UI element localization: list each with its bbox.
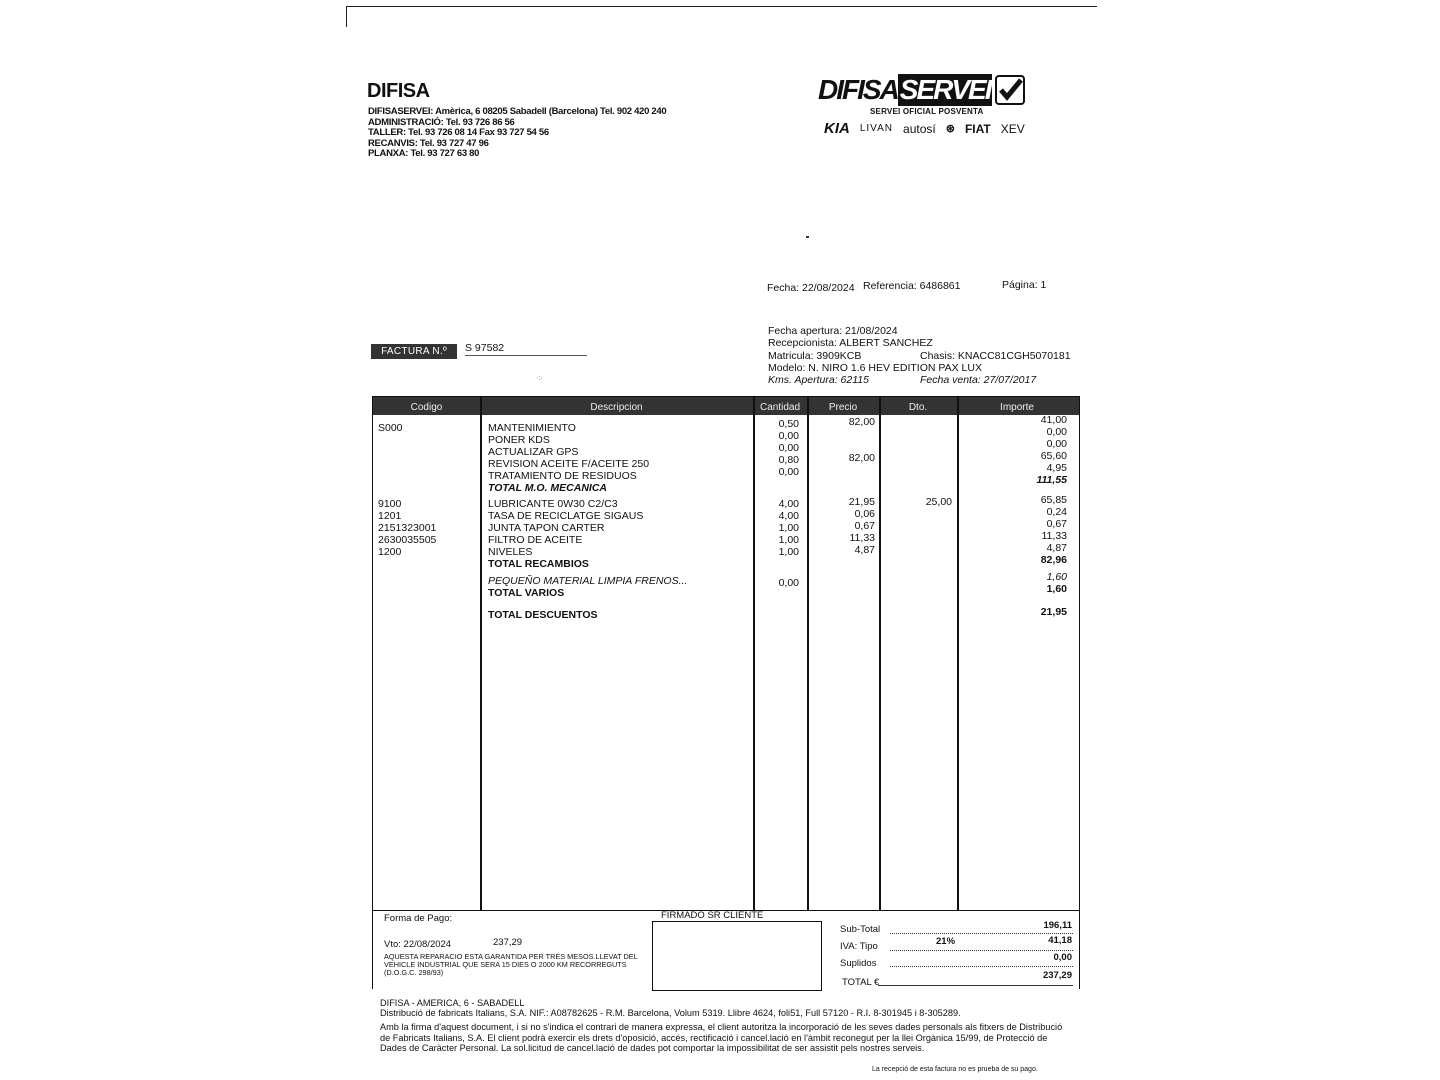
cell-price: 82,00: [848, 416, 875, 428]
cell-code: 2630035505: [378, 534, 437, 546]
firmado-label: FIRMADO SR CLIENTE: [661, 910, 764, 921]
cell-quantity: 1,00: [778, 522, 799, 534]
brand-kia: KIA: [824, 120, 850, 137]
cell-description: NIVELES: [488, 546, 533, 558]
address-line: DIFISASERVEI: Amèrica, 6 08205 Sabadell (Barcelona) Tel. 902 420 240: [368, 106, 667, 117]
cell-description: TOTAL DESCUENTOS: [488, 609, 598, 621]
legal-text: [380, 998, 1070, 1053]
iva-label: IVA: Tipo: [840, 941, 878, 952]
cell-price: 82,00: [848, 452, 875, 464]
cell-description: PONER KDS: [488, 434, 550, 446]
cell-quantity: 4,00: [778, 510, 799, 522]
total-line: [878, 985, 1073, 986]
scan-speck: ·:·: [536, 375, 543, 382]
cut-off-note: La recepció de esta factura no es prueba de su pago.: [872, 1066, 1038, 1073]
cell-quantity: 0,50: [778, 418, 799, 430]
fecha-venta: Fecha venta: 27/07/2017: [920, 374, 1037, 387]
page-number: Página: 1: [1002, 279, 1047, 291]
total-label: TOTAL €: [842, 977, 880, 988]
signature-box[interactable]: [652, 921, 822, 991]
cell-amount: 4,95: [1046, 462, 1067, 474]
address-line: ADMINISTRACIÓ: Tel. 93 726 86 56: [368, 116, 515, 128]
cell-code: 1200: [378, 546, 402, 558]
check-mark-icon: [995, 75, 1025, 105]
cell-code: S000: [378, 422, 403, 434]
cell-code: 1201: [378, 510, 402, 522]
cell-quantity: 1,00: [778, 546, 799, 558]
cell-amount: 111,55: [1036, 474, 1067, 486]
invoice-reference: Referencia: 6486861: [863, 280, 961, 292]
cell-quantity: 4,00: [778, 498, 799, 510]
brand-logos: [824, 120, 1068, 137]
invoice-date: Fecha: 22/08/2024: [767, 282, 855, 294]
column-divider: [807, 397, 809, 910]
address-line: PLANXA: Tel. 93 727 63 80: [368, 148, 480, 159]
vencimiento: Vto: 22/08/2024: [384, 939, 452, 950]
brand-fiat: FIAT: [964, 121, 991, 136]
cell-description: TOTAL M.O. MECANICA: [488, 482, 607, 494]
total-value: 237,29: [1042, 970, 1072, 981]
col-header-importe: Importe: [1000, 402, 1034, 413]
forma-pago-label: Forma de Pago:: [384, 913, 453, 924]
cell-amount: 0,00: [1046, 438, 1067, 450]
cell-price: 21,95: [848, 496, 875, 508]
cell-price: 11,33: [849, 532, 875, 544]
vehicle-info: [768, 325, 1088, 386]
cell-amount: 11,33: [1041, 530, 1067, 542]
cell-code: 2151323001: [378, 522, 437, 534]
logo-subtitle: SERVEI OFICIAL POSVENTA: [870, 107, 984, 116]
cell-amount: 4,87: [1046, 542, 1067, 554]
cell-amount: 0,00: [1046, 426, 1067, 438]
factura-number: S 97582: [465, 342, 587, 356]
company-name: DIFISA: [367, 80, 430, 102]
cell-quantity: 0,00: [778, 466, 799, 478]
cell-amount: 65,60: [1040, 450, 1067, 462]
cell-code: 9100: [378, 498, 402, 510]
brand-livan: LIVAN: [859, 123, 894, 134]
cell-amount: 82,96: [1040, 554, 1067, 566]
col-header-cantidad: Cantidad: [759, 402, 801, 413]
cell-description: JUNTA TAPON CARTER: [488, 522, 605, 534]
fecha-apertura: Fecha apertura: 21/08/2024: [768, 325, 898, 337]
address-line: RECANVIS: Tel. 93 727 47 96: [368, 137, 489, 149]
cell-amount: 1,60: [1046, 571, 1067, 583]
legal-registry: Distribució de fabricats Italians, S.A. NIF.: A08782625 - R.M. Barcelona, Volum 5319. Llibre 4624, foli51, Full 57120 - R.I. 8-301945 i 8-305289.: [380, 1008, 961, 1019]
company-address: [368, 107, 666, 160]
cell-price: 0,06: [854, 508, 875, 520]
invoice-table: [372, 396, 1080, 911]
dotted-line: [890, 966, 1073, 967]
cell-quantity: 0,00: [778, 430, 799, 442]
matricula: Matricula: 3909KCB: [768, 349, 862, 362]
cell-quantity: 0,00: [778, 577, 799, 589]
cell-description: PEQUEÑO MATERIAL LIMPIA FRENOS...: [488, 575, 688, 587]
cell-amount: 1,60: [1046, 583, 1067, 595]
cell-amount: 41,00: [1040, 414, 1067, 426]
vencimiento-amount: 237,29: [493, 937, 523, 948]
cell-quantity: 1,00: [778, 534, 799, 546]
suplidos-value: 0,00: [1053, 952, 1072, 963]
iva-rate: 21%: [936, 936, 956, 947]
cell-amount: 0,67: [1046, 518, 1067, 530]
brand-emblem-icon: ⊛: [945, 123, 955, 135]
iva-value: 41,18: [1048, 935, 1072, 946]
cell-price: 0,67: [854, 520, 875, 532]
chasis: Chasis: KNACC81CGH5070181: [920, 349, 1071, 362]
col-header-descripcion: Descripcion: [590, 402, 643, 413]
cell-description: FILTRO DE ACEITE: [488, 534, 583, 546]
cell-amount: 0,24: [1046, 506, 1067, 518]
kms-apertura: Kms. Apertura: 62115: [768, 374, 869, 387]
brand-autosi: autosí: [903, 121, 936, 136]
cell-description: TOTAL RECAMBIOS: [488, 558, 589, 570]
col-header-precio: Precio: [828, 402, 858, 413]
logo-word-difisa: DIFISA: [818, 74, 898, 105]
col-header-dto: Dto.: [908, 402, 928, 413]
subtotal-value: 196,11: [1043, 920, 1072, 931]
factura-label: FACTURA N.º: [371, 344, 457, 359]
address-line: TALLER: Tel. 93 726 08 14 Fax 93 727 54 56: [368, 127, 549, 138]
dotted-line: [890, 950, 1073, 951]
scan-border: [346, 6, 1097, 27]
legal-privacy: Amb la firma d'aquest document, i si no s'indica el contrari de manera expressa, el client autoritza la incorporació de les seves dades personals als fitxers de Distribució de Fabricats Italians, S.A. El client podrà exercir els drets d'oposició, accés, rectificació i cancel.lació en l'àmbit reconegut per la llei Orgànica 15/99, de Protecció de Dades de Caràcter Personal. La sol.licitud de cancel.lació de dades pot comportar la impossibilitat de ser assistit pels nostres serveis.: [380, 1022, 1063, 1053]
cell-description: TRATAMIENTO DE RESIDUOS: [488, 470, 637, 482]
recepcionista: Recepcionista: ALBERT SANCHEZ: [768, 337, 933, 350]
cell-amount: 21,95: [1040, 606, 1067, 618]
column-divider: [879, 397, 881, 910]
cell-description: TASA DE RECICLATGE SIGAUS: [488, 510, 644, 522]
dotted-line: [890, 933, 1073, 934]
cell-description: ACTUALIZAR GPS: [488, 446, 579, 458]
col-header-codigo: Codigo: [410, 402, 443, 413]
cell-quantity: 0,80: [778, 454, 799, 466]
column-divider: [480, 397, 482, 910]
cell-discount: 25,00: [925, 496, 952, 508]
cell-price: 4,87: [854, 544, 875, 556]
logo-word-servei: SERVEI: [899, 74, 991, 105]
modelo: Modelo: N. NIRO 1.6 HEV EDITION PAX LUX: [768, 361, 982, 374]
brand-xev: XEV: [1000, 121, 1025, 136]
legal-company: DIFISA - AMERICA, 6 - SABADELL: [380, 998, 525, 1008]
cell-description: LUBRICANTE 0W30 C2/C3: [488, 498, 618, 510]
suplidos-label: Suplidos: [840, 958, 877, 969]
table-header: [373, 397, 1079, 415]
cell-description: MANTENIMIENTO: [488, 422, 576, 434]
subtotal-label: Sub-Total: [840, 924, 881, 935]
cell-description: REVISION ACEITE F/ACEITE 250: [488, 458, 650, 470]
difisa-servei-logo: [818, 74, 1068, 137]
cell-amount: 65,85: [1040, 494, 1067, 506]
cell-description: TOTAL VARIOS: [488, 587, 565, 599]
guarantee-text: AQUESTA REPARACIO ESTA GARANTIDA PER TRES MESOS.LLEVAT DEL VEHICLE INDUSTRIAL QUE SERA 15 DIES O 2000 KM RECORREGUTS (D.O.G.C. 298/93): [384, 952, 638, 977]
scan-speck: [806, 236, 809, 238]
cell-quantity: 0,00: [778, 442, 799, 454]
